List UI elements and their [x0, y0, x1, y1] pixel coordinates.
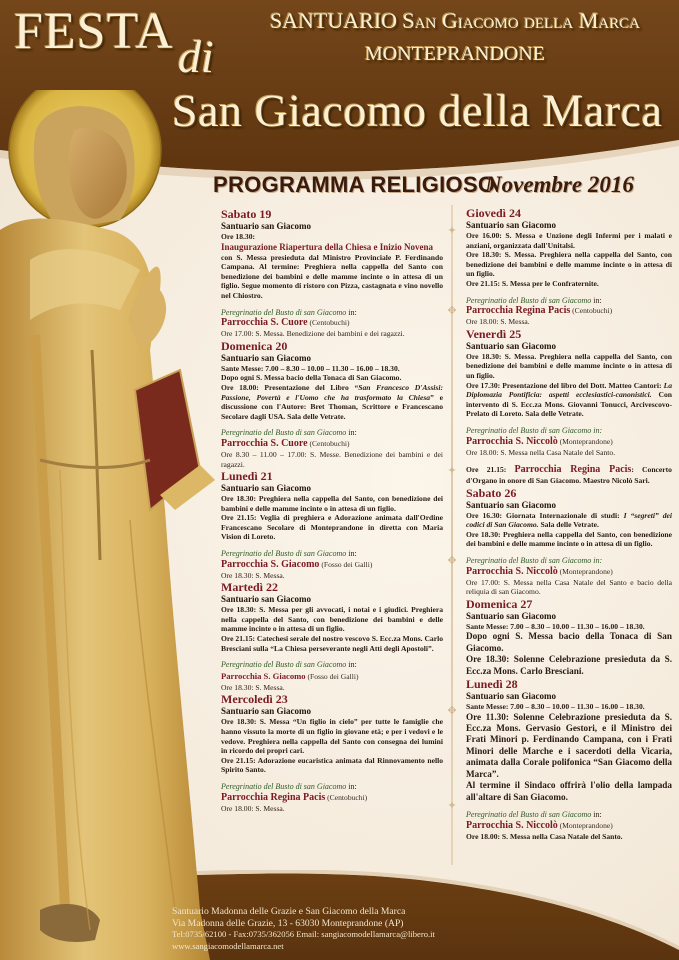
peregrinatio-label: [221, 428, 443, 438]
day-block-domenica-20: [221, 339, 443, 469]
event-text: Ore 11.30: Solenne Celebrazione presieduta da S. Ecc.za Mons. Gervasio Gestori, e il Ministro dei Frati Minori p. Ferdinando Campana, con i Frati Minori delle Marche e i sacerdoti della Vicaria, animata dalla Corale polifonica “San Giacomo della Marca”.: [466, 711, 672, 779]
book-title: I “segreti” dei codici di San Giacomo.: [466, 510, 672, 530]
peregrinatio-in: in:: [346, 781, 357, 791]
event-text: [466, 381, 672, 419]
peregrinatio-in: in:: [591, 295, 602, 305]
fleur-ornament-icon: ✦: [447, 800, 457, 812]
peregrinatio-label: [466, 556, 672, 566]
event-text: Dopo ogni S. Messa bacio della Tonaca di San Giacomo.: [466, 631, 672, 653]
event-text: Ore 18.30: Preghiera nella cappella del Santo, con benedizione dei bambini e delle mamme incinte o in attesa di un figlio.: [466, 529, 672, 549]
parish: [221, 438, 443, 450]
concert-text: [466, 464, 672, 486]
fleur-ornament-icon: ✦: [447, 465, 457, 477]
peregrinatio-text: Peregrinatio del Busto di san Giacomo in: [466, 556, 600, 566]
book-title: San Francesco D'Assisi: Passione, Povertà e l'Uomo che ha trasformato la Chiesa: [221, 382, 443, 402]
event-text: con S. Messa presieduta dal Ministro Provinciale P. Ferdinando Campana. Al termine: Preghiera nella cappella del Santo con benedizione dei bambini e delle mamme incinte o in attesa di un figlio. Segue momento di ristoro con Pizza, castagnata e vino novello nel Chiostro.: [221, 252, 443, 300]
day-heading: Venerdì 25: [466, 326, 522, 341]
place: Santuario san Giacomo: [466, 499, 557, 510]
place: Santuario san Giacomo: [466, 220, 557, 230]
event-text: Ore 18.30: Preghiera nella cappella del Santo, con benedizione dei bambini e delle mamme incinte o in attesa di un figlio.: [221, 494, 443, 513]
parish: [221, 670, 443, 683]
event-text: Ore 18.30: S. Messa. Preghiera nella cappella del Santo, con benedizione dei bambini e delle mamme incinte o in attesa di un figlio.: [466, 351, 672, 380]
peregrinatio-in: in:: [346, 549, 357, 559]
event-text: Ore 21.15: Veglia di preghiera e Adorazione animata dall'Ordine Francescano Secolare di Monteprandone in diretta con Maria Vision di Loreto.: [221, 513, 443, 542]
parish-name: Parrocchia Regina Pacis: [221, 791, 326, 803]
day-block-lunedi-28: [466, 677, 672, 841]
day-block-martedi-22: [221, 580, 443, 692]
di-title: di: [178, 31, 214, 82]
parish-name: Parrocchia S. Niccolò: [466, 565, 558, 577]
peregrinatio-in: in:: [591, 809, 602, 819]
parish-text: Ore 17.00: S. Messa. Benedizione dei bambini e dei ragazzi.: [221, 329, 405, 339]
parish-text: Ore 18.00: S. Messa nella Casa Natale del Santo.: [466, 447, 616, 457]
event-text: Ore 18.30: S. Messa per gli avvocati, i notai e i giudici. Preghiera nella cappella del Santo, con benedizione dei bambini e delle mamme incinte o in attesa di un figlio.: [221, 605, 443, 634]
place: Santuario san Giacomo: [466, 610, 557, 621]
event-text: Ore 18.30: Solenne Celebrazione presieduta da S. Ecc.za Mons. Carlo Bresciani.: [466, 654, 672, 676]
event-text: Ore 18.30: S. Messa “Un figlio in cielo” per tutte le famiglie che hanno vissuto la morte di un figlio in giovane età; e per i vedovi e le vedove. Preghiera nella cappella del Santo con consegna dei lumini in ricordo dei propri cari.: [221, 717, 443, 756]
parish-name: Parrocchia S. Cuore: [221, 437, 308, 449]
peregrinatio-in: in:: [346, 428, 357, 438]
day-heading: Sabato 19: [221, 207, 272, 221]
parish-text: Ore 18.00: S. Messa nella Casa Natale del Santo.: [466, 831, 623, 841]
masses: Sante Messe: 7.00 – 8.30 – 10.00 – 11.30 – 16.00 – 18.30.: [221, 363, 400, 373]
peregrinatio-text: Peregrinatio del Busto di san Giacomo: [466, 809, 592, 819]
fleur-ornament-icon: ✥: [447, 305, 457, 317]
fleur-ornament-icon: ✥: [447, 555, 457, 567]
location-title: MONTEPRANDONE: [365, 43, 545, 65]
peregrinatio-text: Peregrinatio del Busto di san Giacomo: [221, 781, 347, 791]
parish-location: (Centobuchi): [307, 318, 350, 328]
month-title: Novembre 2016: [485, 172, 634, 197]
event-text-part: Ore 17.30: Presentazione del libro del Dott. Matteo Cantori:: [466, 380, 664, 390]
saint-name-title: San Giacomo della Marca: [172, 85, 663, 136]
peregrinatio-label: [221, 660, 443, 670]
column-divider: [451, 205, 453, 865]
parish-text: Ore 18.00: S. Messa.: [221, 803, 285, 813]
parish: [466, 566, 672, 578]
event-text: Dopo ogni S. Messa bacio della Tonaca di San Giacomo.: [221, 373, 402, 383]
parish-name: Parrocchia S. Niccolò: [466, 435, 558, 447]
parish: [221, 792, 443, 804]
place: Santuario san Giacomo: [221, 483, 312, 494]
event-text-part: Ore 16.30: Giornata Internazionale di studi:: [466, 510, 624, 520]
parish-text: Ore 17.00: S. Messa nella Casa Natale del Santo e bacio della reliquia di san Giacomo.: [466, 577, 672, 597]
place: Santuario san Giacomo: [221, 594, 312, 605]
peregrinatio-label: [466, 810, 672, 820]
book-title: La Diplomazia Pontificia: aspetti ecclesiastici-canonistici.: [466, 380, 672, 400]
place: Santuario san Giacomo: [466, 340, 557, 351]
parish-name: Parrocchia S. Cuore: [221, 317, 308, 329]
parish-location: (Monteprandone): [557, 566, 613, 576]
day-block-domenica-27: [466, 597, 672, 677]
parish-text: Ore 18.30: S. Messa.: [221, 682, 285, 692]
place: Santuario san Giacomo: [466, 691, 557, 702]
event-text: [221, 383, 443, 421]
day-block-sabato-19: [221, 207, 443, 339]
peregrinatio-text: Peregrinatio del Busto di san Giacomo: [221, 660, 347, 670]
place: Santuario san Giacomo: [221, 706, 312, 717]
parish-name: Parrocchia Regina Pacis: [466, 305, 571, 317]
saint-figure-icon: [0, 90, 222, 960]
day-block-sabato-26: [466, 486, 672, 597]
peregrinatio-label: [221, 782, 443, 792]
parish-location: (Centobuchi): [307, 438, 350, 448]
concert-parish: Parrocchia Regina Pacis: [514, 464, 632, 476]
peregrinatio-label: [466, 296, 672, 306]
day-block-mercoledi-23: [221, 692, 443, 813]
day-block-giovedi-24: [466, 206, 672, 327]
parish-location: (Monteprandone): [557, 820, 613, 830]
program-title: PROGRAMMA RELIGIOSO: [213, 172, 496, 197]
event-text: Ore 16.00: S. Messa e Unzione degli Infermi per i malati e anziani, organizzata dall'Unitalsi.: [466, 231, 672, 250]
event-text: [466, 511, 672, 530]
santuario-title: SANTUARIO San Giacomo della Marca: [269, 8, 641, 33]
day-heading: Sabato 26: [466, 485, 517, 500]
parish: [466, 305, 672, 317]
footer-sanctuary: Santuario Madonna delle Grazie e San Giacomo della Marca: [172, 906, 406, 917]
event-text-part: Sala delle Vetrate.: [538, 520, 599, 530]
parish-text: Ore 18.00: S. Messa.: [466, 317, 530, 327]
event-text-part: ” e discussione con l'Autore: Bret Thoman, Scrittore e Francescano Secolare dagli USA. Sala delle Vetrate.: [221, 392, 443, 421]
day-heading: Mercoledì 23: [221, 692, 288, 707]
event-text-part: Ore 18.00: Presentazione del Libro “: [221, 382, 359, 392]
concert-time: Ore 21.15:: [466, 465, 515, 475]
fleur-ornament-icon: ✥: [447, 705, 457, 717]
day-heading: Martedì 22: [221, 580, 278, 595]
program-column-right: [466, 206, 672, 841]
peregrinatio-label: [466, 426, 672, 436]
parish-text: Ore 8.30 – 11.00 – 17.00: S. Messe. Benedizione dei bambini e dei ragazzi.: [221, 449, 443, 469]
parish-location: (Fosso dei Galli): [319, 559, 373, 569]
peregrinatio-label: [221, 308, 443, 318]
event-text: Ore 21.15: Adorazione eucaristica animata dal Rinnovamento nello Spirito Santo.: [221, 755, 443, 775]
parish: [466, 436, 672, 448]
concert-description: : Concerto d'Organo in onore di San Giacomo. Maestro Nicolò Sari.: [466, 465, 672, 486]
festa-title: FESTA: [14, 3, 174, 60]
day-heading: Domenica 27: [466, 596, 533, 611]
peregrinatio-text: Peregrinatio del Busto di san Giacomo: [466, 295, 592, 305]
parish-location: (Fosso dei Galli): [305, 671, 359, 681]
event-text-part: Con intervento di S. Ecc.za Mons. Giovanni Tonucci, Arcivescovo-Prelato di Loreto. Sala delle Vetrate.: [466, 390, 672, 419]
time: Ore 18.30:: [221, 232, 256, 241]
masses: Sante Messe: 7.00 – 8.30 – 10.00 – 11.30 – 16.00 – 18.30.: [466, 621, 645, 631]
event-text: Ore 21.15: S. Messa per le Confraternite.: [466, 278, 599, 288]
parish: [221, 317, 443, 329]
day-block-lunedi-21: [221, 469, 443, 580]
program-column-left: [221, 207, 443, 813]
day-heading: Giovedì 24: [466, 206, 522, 220]
parish-location: (Monteprandone): [557, 436, 613, 446]
parish-name: Parrocchia S. Niccolò: [466, 819, 558, 831]
day-heading: Domenica 20: [221, 338, 288, 353]
parish: [466, 820, 672, 832]
day-heading: Lunedì 28: [466, 677, 518, 692]
parish: [221, 559, 443, 571]
footer-phone-email[interactable]: Tel:0735/62100 - Fax:0735/362056 Email: sangiacomodellamarca@libero.it: [172, 929, 435, 940]
day-block-venerdi-25: [466, 327, 672, 486]
event-text: Ore 21.15: Catechesi serale del nostro vescovo S. Ecc.za Mons. Carlo Bresciani sulla “La Chiesa perseverante negli Atti degli Apostoli”.: [221, 634, 444, 653]
peregrinatio-text: Peregrinatio del Busto di san Giacomo: [221, 307, 347, 317]
event-highlight: Inaugurazione Riapertura della Chiesa e Inizio Novena: [221, 241, 434, 252]
peregrinatio-in: in:: [346, 660, 357, 670]
masses: Sante Messe: 7.00 – 8.30 – 10.00 – 11.30 – 16.00 – 18.30.: [466, 702, 645, 712]
peregrinatio-in: :: [599, 556, 603, 566]
footer-address: Via Madonna delle Grazie, 13 - 63030 Monteprandone (AP): [172, 917, 404, 929]
parish-location: (Centobuchi): [325, 792, 368, 802]
fleur-ornament-icon: ✦: [447, 225, 457, 237]
peregrinatio-text: Peregrinatio del Busto di san Giacomo: [221, 428, 347, 438]
event-text: Ore 18.30: S. Messa. Preghiera nella cappella del Santo, con benedizione dei bambini e delle mamme incinte o in attesa di un figlio.: [466, 250, 672, 279]
parish-location: (Centobuchi): [570, 306, 613, 316]
event-text: Al termine il Sindaco offrirà l'olio della lampada all'altare di San Giacomo.: [466, 780, 672, 802]
day-heading: Lunedì 21: [221, 469, 273, 484]
place: Santuario san Giacomo: [221, 352, 312, 363]
footer-contact: [172, 906, 435, 952]
peregrinatio-in: in:: [346, 307, 357, 317]
parish-text: Ore 18.30: S. Messa.: [221, 570, 285, 580]
parish-name: Parrocchia S. Giacomo: [221, 670, 306, 681]
peregrinatio-in: :: [599, 425, 603, 435]
peregrinatio-text: Peregrinatio del Busto di san Giacomo in: [466, 425, 600, 435]
footer-website-link[interactable]: www.sangiacomodellamarca.net: [172, 940, 284, 951]
peregrinatio-label: [221, 549, 443, 559]
parish-name: Parrocchia S. Giacomo: [221, 558, 320, 570]
peregrinatio-text: Peregrinatio del Busto di san Giacomo: [221, 549, 347, 559]
place: Santuario san Giacomo: [221, 221, 312, 231]
